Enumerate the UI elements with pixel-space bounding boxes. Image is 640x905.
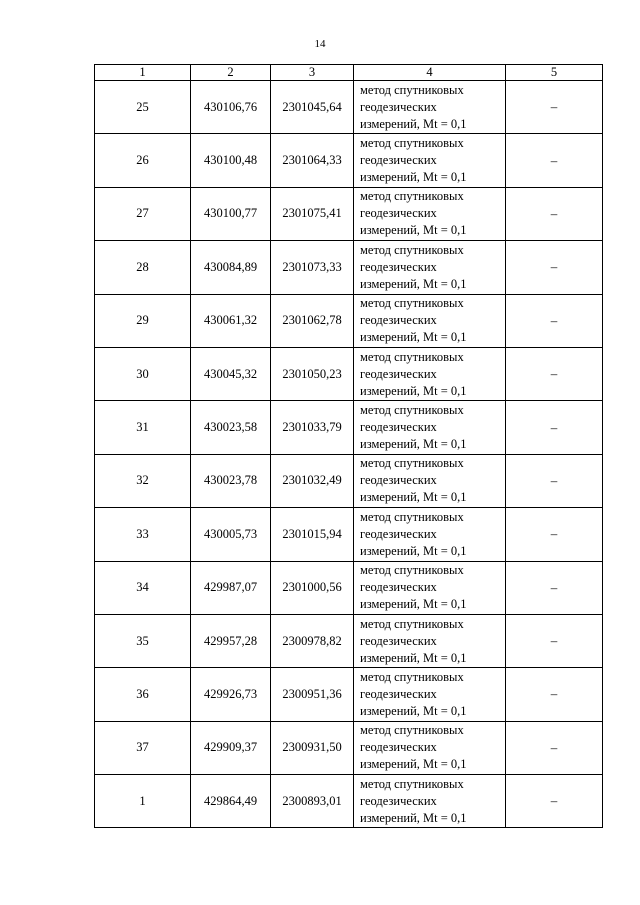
point-number-cell: 35	[95, 614, 191, 667]
point-number-cell: 36	[95, 668, 191, 721]
y-coordinate-cell: 2301075,41	[271, 187, 354, 240]
header-col-2: 2	[191, 65, 271, 81]
table-row	[95, 401, 603, 454]
note-cell: –	[506, 668, 603, 721]
method-cell: метод спутниковых геодезических измерений, Mt = 0,1	[354, 81, 506, 134]
y-coordinate-cell: 2300931,50	[271, 721, 354, 774]
table-row	[95, 294, 603, 347]
point-number-cell: 31	[95, 401, 191, 454]
point-number-cell: 32	[95, 454, 191, 507]
note-cell: –	[506, 241, 603, 294]
x-coordinate-cell: 430100,48	[191, 134, 271, 187]
x-coordinate-cell: 430023,78	[191, 454, 271, 507]
x-coordinate-cell: 429864,49	[191, 775, 271, 828]
x-coordinate-cell: 429909,37	[191, 721, 271, 774]
x-coordinate-cell: 429957,28	[191, 614, 271, 667]
table-row	[95, 614, 603, 667]
note-cell: –	[506, 294, 603, 347]
table-row	[95, 775, 603, 828]
point-number-cell: 25	[95, 81, 191, 134]
y-coordinate-cell: 2300893,01	[271, 775, 354, 828]
y-coordinate-cell: 2301045,64	[271, 81, 354, 134]
point-number-cell: 26	[95, 134, 191, 187]
x-coordinate-cell: 430084,89	[191, 241, 271, 294]
note-cell: –	[506, 454, 603, 507]
table-row	[95, 187, 603, 240]
method-cell: метод спутниковых геодезических измерений, Mt = 0,1	[354, 561, 506, 614]
table-row	[95, 668, 603, 721]
table-row	[95, 561, 603, 614]
table-row	[95, 81, 603, 134]
y-coordinate-cell: 2300978,82	[271, 614, 354, 667]
point-number-cell: 1	[95, 775, 191, 828]
point-number-cell: 29	[95, 294, 191, 347]
y-coordinate-cell: 2301062,78	[271, 294, 354, 347]
table-body	[95, 81, 603, 828]
method-cell: метод спутниковых геодезических измерений, Mt = 0,1	[354, 241, 506, 294]
table-header-row	[95, 65, 603, 81]
table-row	[95, 454, 603, 507]
method-cell: метод спутниковых геодезических измерений, Mt = 0,1	[354, 721, 506, 774]
point-number-cell: 34	[95, 561, 191, 614]
table-row	[95, 721, 603, 774]
page-number: 14	[314, 38, 326, 50]
y-coordinate-cell: 2301032,49	[271, 454, 354, 507]
x-coordinate-cell: 430100,77	[191, 187, 271, 240]
point-number-cell: 33	[95, 508, 191, 561]
point-number-cell: 28	[95, 241, 191, 294]
point-number-cell: 27	[95, 187, 191, 240]
y-coordinate-cell: 2301050,23	[271, 347, 354, 400]
header-col-1: 1	[95, 65, 191, 81]
note-cell: –	[506, 508, 603, 561]
note-cell: –	[506, 775, 603, 828]
table-row	[95, 347, 603, 400]
method-cell: метод спутниковых геодезических измерений, Mt = 0,1	[354, 134, 506, 187]
table-row	[95, 508, 603, 561]
note-cell: –	[506, 401, 603, 454]
x-coordinate-cell: 430005,73	[191, 508, 271, 561]
method-cell: метод спутниковых геодезических измерений, Mt = 0,1	[354, 294, 506, 347]
header-col-4: 4	[354, 65, 506, 81]
x-coordinate-cell: 430061,32	[191, 294, 271, 347]
table-row	[95, 134, 603, 187]
y-coordinate-cell: 2301015,94	[271, 508, 354, 561]
y-coordinate-cell: 2301033,79	[271, 401, 354, 454]
note-cell: –	[506, 561, 603, 614]
header-col-5: 5	[506, 65, 603, 81]
note-cell: –	[506, 187, 603, 240]
x-coordinate-cell: 429987,07	[191, 561, 271, 614]
method-cell: метод спутниковых геодезических измерений, Mt = 0,1	[354, 668, 506, 721]
table-row	[95, 241, 603, 294]
coordinates-table	[94, 64, 603, 828]
x-coordinate-cell: 430106,76	[191, 81, 271, 134]
y-coordinate-cell: 2300951,36	[271, 668, 354, 721]
y-coordinate-cell: 2301064,33	[271, 134, 354, 187]
note-cell: –	[506, 81, 603, 134]
header-col-3: 3	[271, 65, 354, 81]
x-coordinate-cell: 429926,73	[191, 668, 271, 721]
method-cell: метод спутниковых геодезических измерений, Mt = 0,1	[354, 508, 506, 561]
x-coordinate-cell: 430023,58	[191, 401, 271, 454]
method-cell: метод спутниковых геодезических измерений, Mt = 0,1	[354, 614, 506, 667]
method-cell: метод спутниковых геодезических измерений, Mt = 0,1	[354, 401, 506, 454]
y-coordinate-cell: 2301000,56	[271, 561, 354, 614]
y-coordinate-cell: 2301073,33	[271, 241, 354, 294]
note-cell: –	[506, 721, 603, 774]
method-cell: метод спутниковых геодезических измерений, Mt = 0,1	[354, 187, 506, 240]
note-cell: –	[506, 134, 603, 187]
point-number-cell: 30	[95, 347, 191, 400]
method-cell: метод спутниковых геодезических измерений, Mt = 0,1	[354, 454, 506, 507]
note-cell: –	[506, 347, 603, 400]
method-cell: метод спутниковых геодезических измерений, Mt = 0,1	[354, 347, 506, 400]
method-cell: метод спутниковых геодезических измерений, Mt = 0,1	[354, 775, 506, 828]
point-number-cell: 37	[95, 721, 191, 774]
x-coordinate-cell: 430045,32	[191, 347, 271, 400]
note-cell: –	[506, 614, 603, 667]
